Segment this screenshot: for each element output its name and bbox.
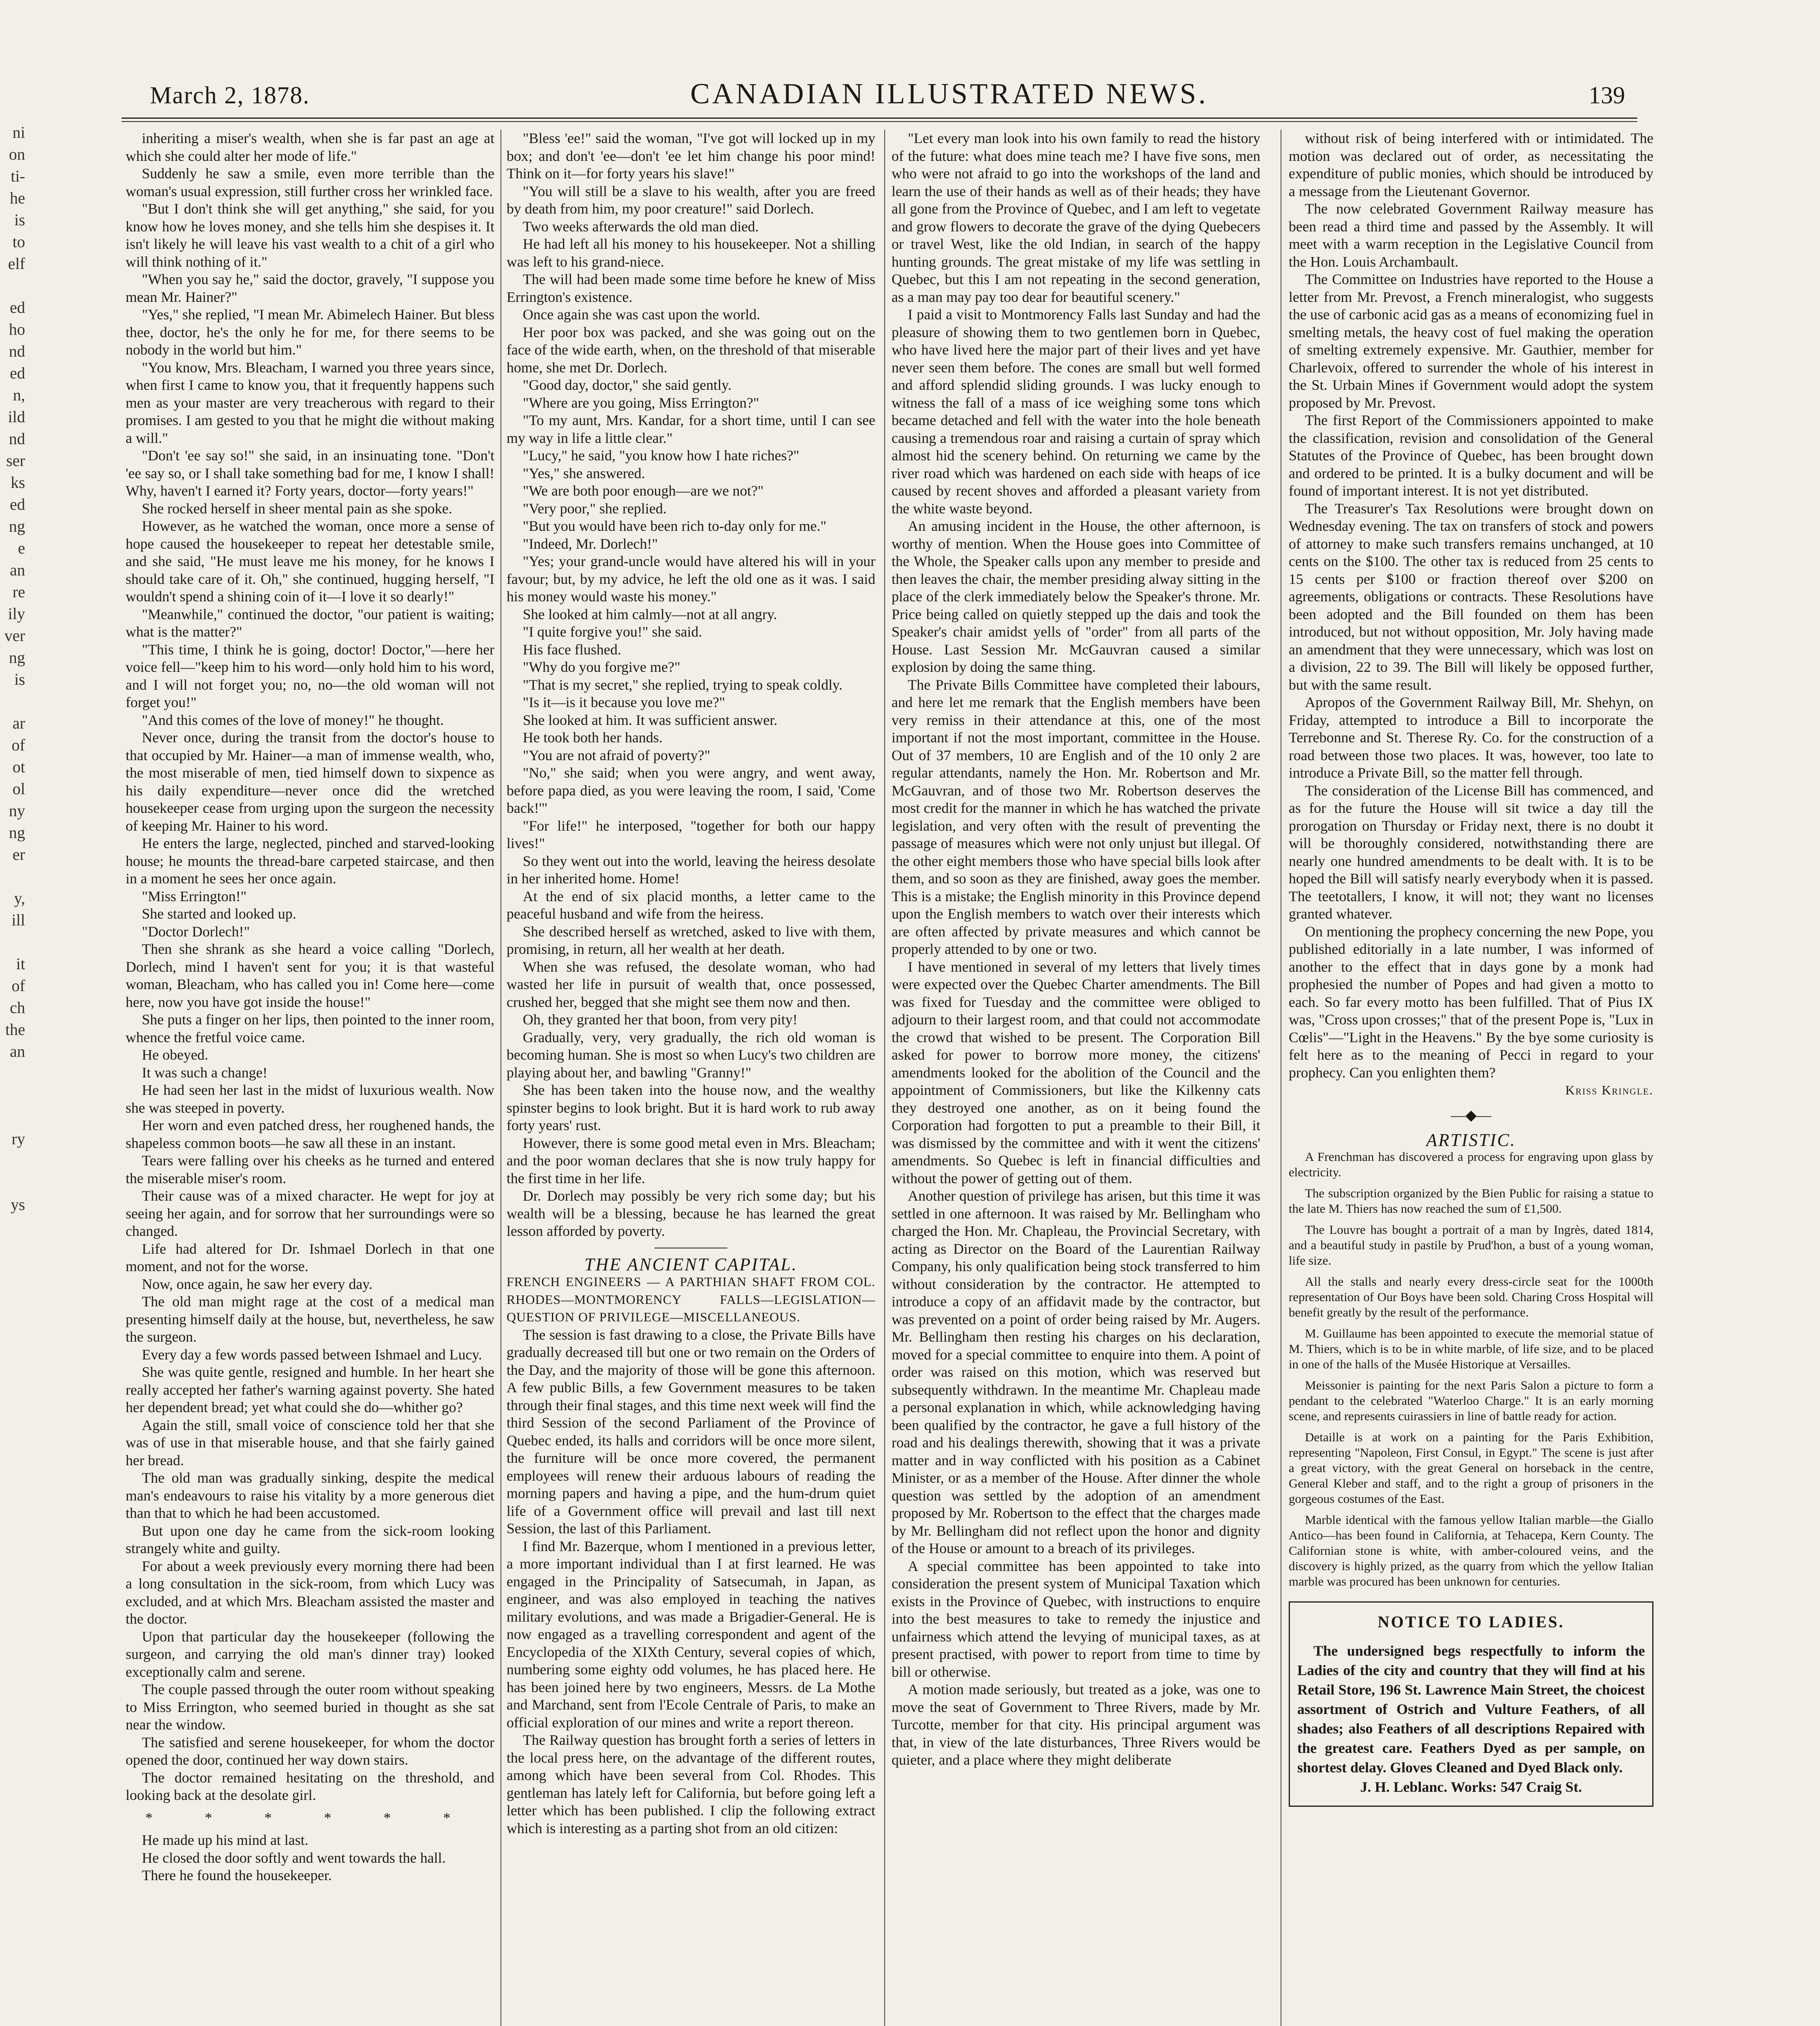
- paragraph: Gradually, very, very gradually, the rich old woman is becoming human. She is most so when Lucy's two children are playing about her, and bawling "Granny!": [507, 1029, 875, 1081]
- paragraph: The Treasurer's Tax Resolutions were brought down on Wednesday evening. The tax on transfers of stock and powers of attorney to make such transfers remains unchanged, at 10 cents on the $100. The other tax is reduced from 25 cents to 15 cents per $100 or fraction thereof over $200 on agreements, obligations or contracts. These Resolutions have been adopted and the Bill founded on them has been introduced, but not without opposition, Mr. Joly having made an amendment that they were unnecessary, which was lost on a division, 22 to 39. The Bill will likely be opposed further, but with the same result.: [1289, 500, 1653, 693]
- paragraph: He had left all his money to his housekeeper. Not a shilling was left to his grand-niece.: [507, 236, 875, 270]
- edge-fragment: he: [10, 189, 25, 207]
- paragraph: "Meanwhile," continued the doctor, "our patient is waiting; what is the matter?": [126, 606, 494, 640]
- paragraph: She described herself as wretched, asked to live with them, promising, in return, all her wealth at her death.: [507, 923, 875, 957]
- paragraph: Apropos of the Government Railway Bill, Mr. Shehyn, on Friday, attempted to introduce a Bill to incorporate the Terrebonne and St. Therese Ry. Co. for the construction of a road between those two places. It was, however, too late to introduce a Private Bill, so the matter fell through.: [1289, 694, 1653, 781]
- paragraph: "When you say he," said the doctor, gravely, "I suppose you mean Mr. Hainer?": [126, 271, 494, 305]
- edge-fragment: ry: [11, 1130, 25, 1148]
- paragraph: Life had altered for Dr. Ishmael Dorlech in that one moment, and not for the worse.: [126, 1240, 494, 1274]
- paragraph: A motion made seriously, but treated as a joke, was one to move the seat of Government to Three Rivers, made by Mr. Turcotte, member for that city. His principal argument was that, in view of the late disturbances, Three Rivers would be quieter, and a place where they might deliberate: [892, 1681, 1260, 1768]
- paragraph: "And this comes of the love of money!" he thought.: [142, 712, 444, 728]
- artistic-notes: [1289, 1149, 1653, 1589]
- paragraph: She rocked herself in sheer mental pain as she spoke.: [142, 500, 452, 517]
- paragraph: There he found the housekeeper.: [142, 1867, 332, 1883]
- edge-fragment: ti-: [11, 167, 25, 185]
- ancient-capital-article: [507, 1326, 875, 1838]
- page-header: [150, 77, 1625, 109]
- paragraph: However, as he watched the woman, once more a sense of hope caused the housekeeper to repeat her detestable smile, and she said, "He must leave me his money, for he knows I should take care of it. Oh," she continued, hugging herself, "I wouldn't spend a shining coin of it—I love it so dearly!": [126, 518, 494, 605]
- paragraph: For about a week previously every morning there had been a long consultation in the sick-room, from which Lucy was excluded, and at which Mrs. Bleacham assisted the master and the doctor.: [126, 1558, 494, 1627]
- edge-fragment: of: [11, 736, 25, 754]
- edge-fragment: an: [10, 1042, 25, 1060]
- column-2: [507, 130, 875, 2026]
- edge-fragment: ver: [4, 626, 25, 645]
- paragraph: "Indeed, Mr. Dorlech!": [523, 535, 658, 552]
- story-ending: [126, 1832, 494, 1885]
- paragraph: "We are both poor enough—are we not?": [523, 483, 764, 499]
- ornamental-divider: —◆—: [1451, 1107, 1491, 1123]
- paragraph: "Let every man look into his own family to read the history of the future: what does mine teach me? I have five sons, men who were not afraid to go into the workshops of the land and learn the use of their hands as well as of their heads; they have all gone from the Province of Quebec, and I am left to vegetate and grow flowers to decorate the grave of the dying Quebecers or travel West, like the old Indian, in search of the happy hunting grounds. The great mistake of my life was settling in Quebec, but this I am not repeating in the second generation, as a man may pay too dear for beautiful scenery.": [892, 130, 1260, 305]
- edge-fragment: ch: [10, 998, 25, 1017]
- edge-fragment: ho: [9, 320, 25, 338]
- artistic-item: The subscription organized by the Bien Public for raising a statue to the late M. Thiers has now reached the sum of £1,500.: [1289, 1186, 1653, 1216]
- paragraph: "You will still be a slave to his wealth, after you are freed by death from him, my poor creature!" said Dorlech.: [507, 183, 875, 217]
- ancient-capital-end: [1289, 130, 1653, 1081]
- header-rule: [122, 118, 1637, 122]
- paragraph: "Good day, doctor," she said gently.: [523, 377, 732, 393]
- paragraph: She started and looked up.: [142, 906, 296, 922]
- artistic-item: The Louvre has bought a portrait of a man by Ingrès, dated 1814, and a beautiful study in pastile by Prud'hon, a bust of a young woman, life size.: [1289, 1222, 1653, 1267]
- edge-fragment: [0, 1084, 28, 1106]
- paragraph: I paid a visit to Montmorency Falls last Sunday and had the pleasure of showing them to two gentlemen born in Quebec, who have lived here the major part of their lives and yet have never seen them before. The cones are small but well formed and afford splendid sliding grounds. I was lucky enough to witness the fall of a mass of ice weighing some tons which became detached and fell with the water into the hole beneath causing a tremendous roar and raising a curtain of spray which almost hid the scenery behind. On returning we came by the river road which was hardened on each side with heaps of ice caused by recent shoves and afforded a pleasant variety from the white waste beyond.: [892, 306, 1260, 517]
- edge-fragment: ed: [10, 364, 25, 382]
- paragraph: "Bless 'ee!" said the woman, "I've got will locked up in my box; and don't 'ee—don't 'ee let him change his poor mind! Think on it—for forty years his slave!": [507, 130, 875, 182]
- paragraph: The Private Bills Committee have completed their labours, and here let me remark that the English members have been very remiss in their attendance at this, one of the most important if not the most important, committee in the House. Out of 37 members, 10 are English and of the 10 only 2 are regular attendants, namely the Hon. Mr. Robertson and Mr. McGauvran, and of those two Mr. Robertson deserves the most credit for the manner in which he has watched the private legislation, and very often with the result of preventing the passage of measures which were not only unjust but illegal. Of the other eight members those who have special bills look after them, and so soon as they are finished, away goes the member. This is a mistake; the English minority in this Province depend upon the English members to watch over their interests which are often affected by private measures and which cannot be properly attended to by one or two.: [892, 676, 1260, 957]
- artistic-item: A Frenchman has discovered a process for engraving upon glass by electricity.: [1289, 1149, 1653, 1179]
- paragraph: The old man might rage at the cost of a medical man presenting himself daily at the house, but, nevertheless, he saw the surgeon.: [126, 1293, 494, 1345]
- edge-fragment: re: [12, 583, 25, 601]
- edge-fragment: to: [12, 233, 25, 251]
- story-continuation: [126, 130, 494, 1804]
- section-break-dots: * * * * * *: [145, 1809, 475, 1826]
- paragraph: When she was refused, the desolate woman, who had wasted her life in pursuit of wealth that, once possessed, crushed her, begged that she might see them now and then.: [507, 958, 875, 1010]
- notice-to-ladies-ad: [1289, 1601, 1653, 1807]
- edge-fragment: [0, 1150, 28, 1172]
- story-conclusion: [507, 130, 875, 1240]
- column-4: [1289, 130, 1653, 2026]
- paragraph: He closed the door softly and went towards the hall.: [142, 1849, 446, 1866]
- paragraph: "Why do you forgive me?": [523, 659, 680, 675]
- paragraph: Tears were falling over his cheeks as he turned and entered the miserable miser's room.: [126, 1152, 494, 1186]
- edge-fragment: y,: [14, 889, 25, 907]
- edge-fragment: is: [14, 670, 25, 688]
- edge-fragment: ild: [8, 408, 25, 426]
- paragraph: The session is fast drawing to a close, the Private Bills have gradually decreased till but one or two remain on the Orders of the Day, and the majority of those will be gone this afternoon. A few public Bills, a few Government measures to be taken through their final stages, and this time next week will find the third Session of the second Parliament of the Province of Quebec ended, its halls and corridors will be once more silent, the furniture will be once more covered, the permanent employees will renew their arduous labours of reading the morning papers and having a pipe, and the hum-drum quiet life of a Government office will prevail and last till next Session, the last of this Parliament.: [507, 1326, 875, 1537]
- paragraph: Upon that particular day the housekeeper (following the surgeon, and carrying the old man's dinner tray) looked exceptionally calm and serene.: [126, 1628, 494, 1680]
- edge-fragment: [0, 931, 28, 953]
- edge-fragment: it: [16, 955, 25, 973]
- paragraph: Another question of privilege has arisen, but this time it was settled in one afternoon. It was raised by Mr. Bellingham who charged the Hon. Mr. Chapleau, the Provincial Secretary, with acting as Director on the Board of the Laurentian Railway Company, his only qualification being stock transferred to him without consideration by the contractor. He attempted to introduce a copy of an affidavit made by the contractor, but was prevented on a point of order being raised by Mr. Augers. Mr. Bellingham then resting his charges on his declaration, moved for a special committee to enquire into them. A point of order was raised on this motion, which was reserved but subsequently withdrawn. In the meantime Mr. Chapleau made a personal explanation in which, while acknowledging having been qualified by the contractor, he gave a full history of the road and his dealings therewith, showing that it was a private matter and in way conflicted with his position as a Cabinet Minister, or as a member of the House. After dinner the whole question was settled by the adoption of an amendment proposed by Mr. Robertson to the effect that the charges made by Mr. Bellingham did not reflect upon the honor and dignity of the House or amount to a breach of its privileges.: [892, 1188, 1260, 1556]
- paragraph: Dr. Dorlech may possibly be very rich some day; but his wealth will be a blessing, because he has learned the great lesson afforded by poverty.: [507, 1188, 875, 1239]
- edge-fragment: [0, 690, 28, 712]
- edge-fragment: ily: [8, 605, 25, 623]
- paragraph: Oh, they granted her that boon, from very pity!: [523, 1011, 798, 1028]
- paragraph: So they went out into the world, leaving the heiress desolate in her inherited home. Home!: [507, 853, 875, 887]
- paragraph: His face flushed.: [523, 641, 621, 658]
- issue-date: March 2, 1878.: [150, 82, 310, 109]
- notice-signature: J. H. Leblanc. Works: 547 Craig St.: [1360, 1779, 1582, 1795]
- edge-fragment: ks: [11, 473, 25, 492]
- paragraph: The Railway question has brought forth a series of letters in the local press here, on the advantage of the different routes, among which have been several from Col. Rhodes. This gentleman has lately left for California, but before going left a letter which has been published. I clip the following extract which is interesting as a parting shot from an old citizen:: [507, 1732, 875, 1836]
- paragraph: I find Mr. Bazerque, whom I mentioned in a previous letter, a more important individual than I at first learned. He was engaged in the Principality of Satsecumah, in Japan, as engineer, and was also employed in teaching the natives military evolutions, and was made a Brigadier-General. He is now engaged as a travelling correspondent and agent of the Encyclopedia of the XIXth Century, several copies of which, numbering some eighty odd volumes, he has placed here. He has been joined here by two engineers, Messrs. de La Mothe and Marchand, sent from l'Ecole Centrale of Paris, to make an official exploration of our mines and write a report thereon.: [507, 1538, 875, 1731]
- paragraph: He had seen her last in the midst of luxurious wealth. Now she was steeped in poverty.: [126, 1082, 494, 1116]
- paragraph: She was quite gentle, resigned and humble. In her heart she really accepted her father's warning against poverty. She hated her dependent bread; yet what could she do—whither go?: [126, 1364, 494, 1415]
- paragraph: Her poor box was packed, and she was going out on the face of the wide earth, when, on the threshold of that miserable home, she met Dr. Dorlech.: [507, 324, 875, 376]
- paragraph: Never once, during the transit from the doctor's house to that occupied by Mr. Hainer—a man of immense wealth, who, the most miserable of men, tied himself down to sixpence as his daily expenditure—never once did the wretched housekeeper cease from urging upon the surgeon the necessity of keeping Mr. Hainer to his word.: [126, 729, 494, 834]
- edge-fragment: ill: [11, 911, 25, 929]
- edge-fragment: elf: [8, 254, 25, 273]
- paragraph: "Is it—is it because you love me?": [523, 694, 725, 710]
- edge-fragment: ng: [9, 648, 25, 667]
- paragraph: The will had been made some time before he knew of Miss Errington's existence.: [507, 271, 875, 305]
- column-1: [126, 130, 494, 2026]
- paragraph: The first Report of the Commissioners appointed to make the classification, revision and consolidation of the General Statutes of the Province of Quebec, has been brought down and ordered to be printed. It is a bulky document and will be found of important interest. It is not yet distributed.: [1289, 412, 1653, 499]
- page-number: 139: [1589, 82, 1625, 109]
- paragraph: He took both her hands.: [523, 729, 663, 746]
- edge-fragment: an: [10, 561, 25, 579]
- paragraph: He enters the large, neglected, pinched and starved-looking house; he mounts the thread-bare carpeted staircase, and then in a moment he sees her once again.: [126, 835, 494, 887]
- paragraph: "Where are you going, Miss Errington?": [523, 394, 759, 411]
- paragraph: A special committee has been appointed to take into consideration the present system of Municipal Taxation which exists in the Province of Quebec, with instructions to enquire into the best measures to take to remedy the injustice and unfairness which attend the levying of municipal taxes, as at present practised, with power to report from time to time by bill or otherwise.: [892, 1558, 1260, 1680]
- edge-fragment: ot: [12, 758, 25, 776]
- paragraph: The old man was gradually sinking, despite the medical man's endeavours to raise his vitality by a more generous diet than that to which he had been accustomed.: [126, 1470, 494, 1521]
- edge-fragment: n,: [13, 386, 25, 404]
- edge-fragment: ar: [12, 714, 25, 732]
- paragraph: She looked at him. It was sufficient answer.: [523, 712, 778, 728]
- edge-fragment: ed: [10, 298, 25, 316]
- paragraph: "That is my secret," she replied, trying to speak coldly.: [523, 676, 843, 693]
- paragraph: Then she shrank as she heard a voice calling "Dorlech, Dorlech, mind I haven't sent for you; it is that wasteful woman, Bleacham, who has called you in! Come here—come here, now you have got inside the house!": [126, 941, 494, 1010]
- artistic-title: ARTISTIC.: [1426, 1130, 1516, 1150]
- edge-fragment: the: [5, 1020, 25, 1039]
- edge-fragment: ed: [10, 495, 25, 513]
- edge-fragment: [0, 1106, 28, 1128]
- ancient-capital-continued: [892, 130, 1260, 1769]
- paragraph: I have mentioned in several of my letters that lively times were expected over the Quebec Charter amendments. The Bill was fixed for Tuesday and the committee were obliged to adjourn to their largest room, and that could not accommodate the crowd that wished to be present. The Corporation Bill asked for power to borrow more money, the citizens' amendments looked for the abolition of the Council and the appointment of Commissioners, but like the Kilkenny cats they destroyed one another, as on it being found the Corporation had forgotten to put a preamble to their Bill, it was dismissed by the committee and with it went the citizens' amendments. So Quebec is left in financial difficulties and without the power of getting out of them.: [892, 958, 1260, 1186]
- paragraph: She looked at him calmly—not at all angry.: [523, 606, 777, 622]
- paragraph: "Doctor Dorlech!": [142, 923, 250, 940]
- edge-fragment: ni: [12, 123, 25, 141]
- paragraph: Her worn and even patched dress, her roughened hands, the shapeless common boots—he saw all these in an instant.: [126, 1117, 494, 1151]
- paragraph: She puts a finger on her lips, then pointed to the inner room, whence the fretful voice came.: [126, 1011, 494, 1045]
- paragraph: He obeyed.: [142, 1047, 208, 1063]
- paragraph: It was such a change!: [142, 1064, 267, 1081]
- paragraph: "For life!" he interposed, "together for both our happy lives!": [507, 817, 875, 851]
- paragraph: "No," she said; when you were angry, and went away, before papa died, as you were leaving the room, I said, 'Come back!'": [507, 765, 875, 816]
- notice-title: NOTICE TO LADIES.: [1377, 1612, 1565, 1631]
- artistic-item: All the stalls and nearly every dress-circle seat for the 1000th representation of Our Boys have been sold. Charing Cross Hospital will benefit greatly by the result of the performance.: [1289, 1274, 1653, 1319]
- edge-fragment: er: [12, 845, 25, 863]
- paragraph: An amusing incident in the House, the other afternoon, is worthy of mention. When the House goes into Committee of the Whole, the Speaker calls upon any member to preside and then leaves the chair, the member presiding alway sitting in the place of the clerk immediately below the Speaker's throne. Mr. Price being called on quietly stepped up the dais and took the Speaker's chair amidst yells of "order" from all parts of the House. Last Session Mr. McGauvran caused a similar explosion by doing the same thing.: [892, 518, 1260, 675]
- ancient-capital-subhead: FRENCH ENGINEERS — A PARTHIAN SHAFT FROM COL. RHODES—MONTMORENCY FALLS—LEGISLATION—QUESTION OF PRIVILEGE—MISCELLANEOUS.: [507, 1274, 875, 1324]
- paragraph: At the end of six placid months, a letter came to the peaceful husband and wife from the heiress.: [507, 888, 875, 922]
- edge-fragment: is: [14, 211, 25, 229]
- edge-fragment: on: [9, 145, 25, 163]
- paragraph: "Yes," she replied, "I mean Mr. Abimelech Hainer. But bless thee, doctor, he's the only he for me, for there seems to be nobody in the world but him.": [126, 306, 494, 358]
- ancient-capital-title: THE ANCIENT CAPITAL.: [584, 1254, 798, 1274]
- edge-fragment: ol: [12, 780, 25, 798]
- paragraph: "I quite forgive you!" she said.: [523, 624, 702, 640]
- artistic-item: Marble identical with the famous yellow Italian marble—the Giallo Antico—has been found in California, at Tehacepa, Kern County. The Californian stone is white, with amber-coloured veins, and the discovery is highly prized, as the quarry from which the yellow Italian marble was procured has been unknown for centuries.: [1289, 1512, 1653, 1588]
- paragraph: "Yes; your grand-uncle would have altered his will in your favour; but, by my advice, he left the old one as it was. I said his money would waste his money.": [507, 553, 875, 605]
- edge-fragment: nd: [9, 430, 25, 448]
- edge-fragment: [0, 1062, 28, 1084]
- paragraph: "But you would have been rich to-day only for me.": [523, 518, 827, 534]
- edge-fragment: ser: [6, 451, 25, 470]
- paragraph: Every day a few words passed between Ishmael and Lucy.: [142, 1346, 482, 1363]
- author-signature: Kriss Kringle.: [1565, 1083, 1653, 1097]
- paragraph: The Committee on Industries have reported to the House a letter from Mr. Prevost, a French mineralogist, who suggests the use of carbonic acid gas as a means of economizing fuel in smelting metals, the heavy cost of fuel making the operation of smelting extremely expensive. Mr. Gauthier, member for Charlevoix, offered to surrender the whole of his interest in the St. Urbain Mines if Government would adopt the system proposed by Mr. Prevost.: [1289, 271, 1653, 411]
- paragraph: "Miss Errington!": [142, 888, 247, 904]
- column-divider: [500, 130, 501, 2026]
- edge-fragment: [0, 1172, 28, 1194]
- paragraph: But upon one day he came from the sick-room looking strangely white and guilty.: [126, 1522, 494, 1556]
- paragraph: "Don't 'ee say so!" she said, in an insinuating tone. "Don't 'ee say so, or I shall take something bad for me, I know I shall! Why, haven't I earned it? Forty years, doctor—forty years!": [126, 447, 494, 499]
- paragraph: The now celebrated Government Railway measure has been read a third time and passed by the Assembly. It will meet with a warm reception in the Legislative Council from the Hon. Louis Archambault.: [1289, 201, 1653, 270]
- edge-fragment: [0, 866, 28, 887]
- paragraph: "But I don't think she will get anything," she said, for you know how he loves money, and she tells him she despises it. It isn't likely he will leave his vast wealth to a chit of a girl who will think nothing of it.": [126, 201, 494, 270]
- edge-fragment: e: [18, 539, 25, 557]
- paragraph: On mentioning the prophecy concerning the new Pope, you published editorially in a late number, I was informed of another to the effect that in days gone by a monk had prophesied the number of Popes and had given a motto to each. So far every motto has been fulfilled. That of Pius IX was, "Cross upon crosses;" that of the present Pope is, "Lux in Cœlis"—"Light in the Heavens." By the bye some curiosity is felt here as to the meaning of Pecci in regard to your prophecy. Can you enlighten them?: [1289, 923, 1653, 1081]
- paragraph: "Lucy," he said, "you know how I hate riches?": [523, 447, 800, 464]
- edge-fragment: ny: [9, 801, 25, 820]
- edge-fragment: [0, 275, 28, 297]
- paragraph: without risk of being interfered with or intimidated. The motion was declared out of order, as necessitating the expenditure of public monies, which should be introduced by a message from the Lieutenant Governor.: [1289, 130, 1653, 199]
- paragraph: Now, once again, he saw her every day.: [142, 1276, 373, 1292]
- masthead: CANADIAN ILLUSTRATED NEWS.: [690, 77, 1208, 110]
- paragraph: He made up his mind at last.: [142, 1832, 308, 1848]
- paragraph: Again the still, small voice of conscience told her that she was of use in that miserable house, and that she fairly gained her bread.: [126, 1417, 494, 1468]
- paragraph: The doctor remained hesitating on the threshold, and looking back at the desolate girl.: [126, 1769, 494, 1803]
- adjacent-page-edge: [0, 0, 28, 2026]
- paragraph: "You are not afraid of poverty?": [523, 747, 710, 763]
- paragraph: Two weeks afterwards the old man died.: [523, 218, 759, 235]
- artistic-item: Meissonier is painting for the next Paris Salon a picture to form a pendant to the celebrated "Waterloo Charge." It is an early morning scene, and represents cuirassiers in line of battle ready for action.: [1289, 1378, 1653, 1423]
- artistic-item: Detaille is at work on a painting for the Paris Exhibition, representing "Napoleon, First Consul, in Egypt." The scene is just after a great victory, with the great General on horseback in the centre, General Kleber and staff, and to the right a group of prisoners in the gorgeous costumes of the East.: [1289, 1430, 1653, 1506]
- paragraph: Once again she was cast upon the world.: [523, 306, 760, 323]
- paragraph: "You know, Mrs. Bleacham, I warned you three years since, when first I came to know you, that it frequently happens such men as your master are very treacherous with regard to their promises. I am gested to you that he might die without making a will.": [126, 359, 494, 446]
- paragraph: "Very poor," she replied.: [523, 500, 667, 517]
- notice-body: The undersigned begs respectfully to inform the Ladies of the city and country that they will find at his Retail Store, 196 St. Lawrence Main Street, the choicest assortment of Ostrich and Vulture Feathers, of all shades; also Feathers of all descriptions Repaired with the greatest care. Feathers Dyed as per sample, on shortest delay. Gloves Cleaned and Dyed Black only.: [1297, 1643, 1645, 1776]
- paragraph: The couple passed through the outer room without speaking to Miss Errington, who seemed buried in thought as she sat near the window.: [126, 1681, 494, 1733]
- paragraph: The satisfied and serene housekeeper, for whom the doctor opened the door, continued her way down stairs.: [126, 1734, 494, 1768]
- column-3: [892, 130, 1260, 2026]
- artistic-item: M. Guillaume has been appointed to execute the memorial statue of M. Thiers, which is to be in white marble, of life size, and to be placed in one of the halls of the Musée Historique at Versailles.: [1289, 1326, 1653, 1371]
- edge-fragment: ys: [11, 1195, 25, 1214]
- column-divider: [884, 130, 885, 2026]
- paragraph: Their cause was of a mixed character. He wept for joy at seeing her again, and for sorrow that her surroundings were so changed.: [126, 1188, 494, 1239]
- edge-fragment: nd: [9, 342, 25, 360]
- paragraph: "To my aunt, Mrs. Kandar, for a short time, until I can see my way in life a little clear.": [507, 412, 875, 446]
- paragraph: inheriting a miser's wealth, when she is far past an age at which she could alter her mode of life.": [126, 130, 494, 164]
- paragraph: Suddenly he saw a smile, even more terrible than the woman's usual expression, still further cross her wrinkled face.: [126, 165, 494, 199]
- edge-fragment: ng: [9, 823, 25, 842]
- paragraph: "Yes," she answered.: [523, 465, 645, 481]
- edge-fragment: ng: [9, 517, 25, 535]
- paragraph: She has been taken into the house now, and the wealthy spinster begins to look bright. But it is hard work to rub away forty years' rust.: [507, 1082, 875, 1133]
- paragraph: However, there is some good metal even in Mrs. Bleacham; and the poor woman declares that she is now truly happy for the first time in her life.: [507, 1135, 875, 1186]
- paragraph: The consideration of the License Bill has commenced, and as for the future the House will sit twice a day till the prorogation on Thursday or Friday next, there is no doubt it will be thoroughly considered, notwithstanding there are nearly one hundred amendments to be dealt with. It is to be hoped the Bill will satisfy nearly everybody when it is passed. The teetotallers, I know, it will not; they want no licenses granted whatever.: [1289, 782, 1653, 922]
- edge-fragment: of: [11, 977, 25, 995]
- paragraph: "This time, I think he is going, doctor! Doctor,"—here her voice fell—"keep him to his word—only hold him to his word, and I will not forget you; no, no—the old woman will not forget you!": [126, 641, 494, 710]
